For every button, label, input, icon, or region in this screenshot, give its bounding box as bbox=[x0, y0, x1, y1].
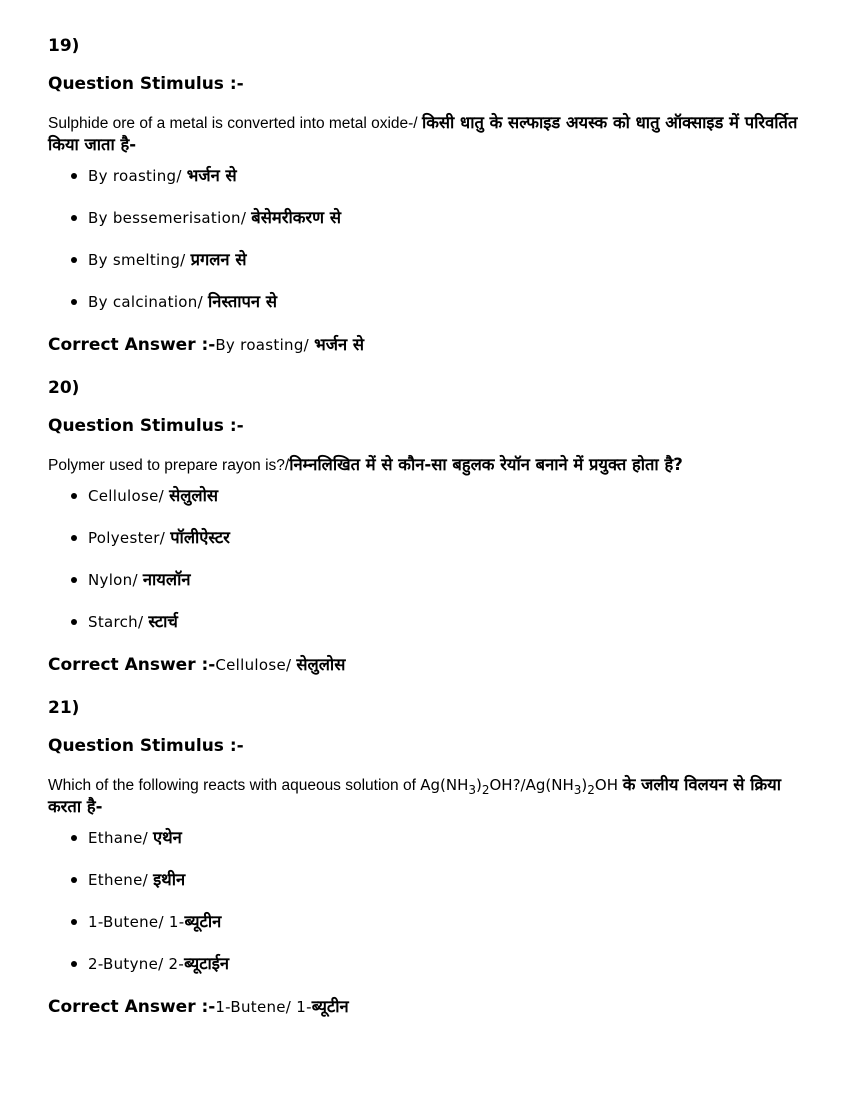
correct-answer-label: Correct Answer :- bbox=[48, 335, 216, 355]
option-en: 2-Butyne/ 2- bbox=[88, 955, 185, 973]
bullet-icon bbox=[71, 835, 77, 841]
question-text-hi: के जलीय विलयन से क्रिया करता है- bbox=[48, 775, 781, 816]
option-hi: ब्यूटीन bbox=[184, 912, 222, 931]
bullet-icon bbox=[71, 961, 77, 967]
correct-answer bbox=[48, 654, 808, 676]
option-hi: सेलुलोस bbox=[169, 486, 219, 505]
option-en: Polyester/ bbox=[88, 529, 171, 547]
question-text bbox=[48, 112, 808, 156]
bullet-icon bbox=[71, 173, 77, 179]
question-number: 20) bbox=[48, 378, 80, 398]
correct-answer bbox=[48, 996, 808, 1018]
options-list bbox=[48, 828, 808, 974]
option-hi: स्टार्च bbox=[148, 612, 178, 631]
question-stimulus-heading: Question Stimulus :- bbox=[48, 736, 244, 756]
option-en: By calcination/ bbox=[88, 293, 209, 311]
option-item bbox=[48, 870, 808, 890]
correct-answer-hi: भर्जन से bbox=[314, 335, 365, 354]
correct-answer-en: 1-Butene/ 1- bbox=[215, 998, 312, 1016]
chemical-formula: Ag(NH bbox=[420, 776, 469, 794]
option-item bbox=[48, 166, 808, 186]
option-item bbox=[48, 292, 808, 312]
question-text-hi: निम्नलिखित में से कौन-सा बहुलक रेयॉन बनाने में प्रयुक्त होता है? bbox=[289, 455, 683, 474]
option-hi: इथीन bbox=[153, 870, 186, 889]
option-en: By roasting/ bbox=[88, 167, 187, 185]
question-text-hi: किसी धातु के सल्फाइड अयस्क को धातु ऑक्साइड में परिवर्तित किया जाता है- bbox=[48, 113, 798, 154]
chemical-formula: ) bbox=[581, 776, 588, 794]
question-number: 21) bbox=[48, 698, 80, 718]
formula-subscript: 2 bbox=[481, 783, 490, 798]
formula-subscript: 2 bbox=[587, 783, 595, 798]
correct-answer-hi: ब्यूटीन bbox=[311, 997, 349, 1016]
option-en: Nylon/ bbox=[88, 571, 143, 589]
option-item bbox=[48, 570, 808, 590]
option-hi: भर्जन से bbox=[186, 166, 237, 185]
question-21-block bbox=[48, 698, 808, 1018]
option-en: By smelting/ bbox=[88, 251, 191, 269]
correct-answer-hi: सेलुलोस bbox=[296, 655, 346, 674]
option-hi: एथेन bbox=[153, 828, 182, 847]
option-hi: प्रगलन से bbox=[190, 250, 247, 269]
correct-answer bbox=[48, 334, 808, 356]
option-item bbox=[48, 912, 808, 932]
option-hi: बेसेमरीकरण से bbox=[251, 208, 341, 227]
question-stimulus-heading: Question Stimulus :- bbox=[48, 416, 244, 436]
question-20-block bbox=[48, 378, 808, 676]
option-item bbox=[48, 486, 808, 506]
option-item bbox=[48, 828, 808, 848]
question-text bbox=[48, 774, 808, 818]
option-en: 1-Butene/ 1- bbox=[88, 913, 185, 931]
options-list bbox=[48, 486, 808, 632]
option-en: Ethene/ bbox=[88, 871, 154, 889]
bullet-icon bbox=[71, 299, 77, 305]
question-text-en: Polymer used to prepare rayon is?/ bbox=[48, 457, 290, 474]
question-19-block bbox=[48, 36, 808, 356]
bullet-icon bbox=[71, 619, 77, 625]
question-text-en: Sulphide ore of a metal is converted into metal oxide-/ bbox=[48, 115, 422, 132]
option-item bbox=[48, 528, 808, 548]
bullet-icon bbox=[71, 919, 77, 925]
option-hi: नायलॉन bbox=[142, 570, 191, 589]
question-number: 19) bbox=[48, 36, 80, 56]
option-item bbox=[48, 208, 808, 228]
correct-answer-label: Correct Answer :- bbox=[48, 997, 216, 1017]
chemical-formula: ) bbox=[476, 776, 482, 794]
option-en: Ethane/ bbox=[88, 829, 154, 847]
option-hi: पॉलीऐस्टर bbox=[170, 528, 230, 547]
option-en: By bessemerisation/ bbox=[88, 209, 252, 227]
correct-answer-en: By roasting/ bbox=[215, 336, 315, 354]
option-en: Starch/ bbox=[88, 613, 149, 631]
option-item bbox=[48, 954, 808, 974]
bullet-icon bbox=[71, 577, 77, 583]
options-list bbox=[48, 166, 808, 312]
correct-answer-en: Cellulose/ bbox=[215, 656, 297, 674]
bullet-icon bbox=[71, 257, 77, 263]
question-text bbox=[48, 454, 808, 476]
bullet-icon bbox=[71, 493, 77, 499]
option-en: Cellulose/ bbox=[88, 487, 170, 505]
bullet-icon bbox=[71, 215, 77, 221]
formula-subscript: 3 bbox=[573, 783, 582, 798]
option-item bbox=[48, 250, 808, 270]
correct-answer-label: Correct Answer :- bbox=[48, 655, 216, 675]
question-stimulus-heading: Question Stimulus :- bbox=[48, 74, 244, 94]
option-item bbox=[48, 612, 808, 632]
option-hi: निस्तापन से bbox=[208, 292, 277, 311]
chemical-formula: OH bbox=[594, 776, 623, 794]
bullet-icon bbox=[71, 535, 77, 541]
option-hi: ब्यूटाईन bbox=[184, 954, 230, 973]
bullet-icon bbox=[71, 877, 77, 883]
chemical-formula: OH?/Ag(NH bbox=[489, 776, 574, 794]
question-text-en: Which of the following reacts with aqueous solution of bbox=[48, 777, 421, 794]
formula-subscript: 3 bbox=[468, 783, 476, 798]
